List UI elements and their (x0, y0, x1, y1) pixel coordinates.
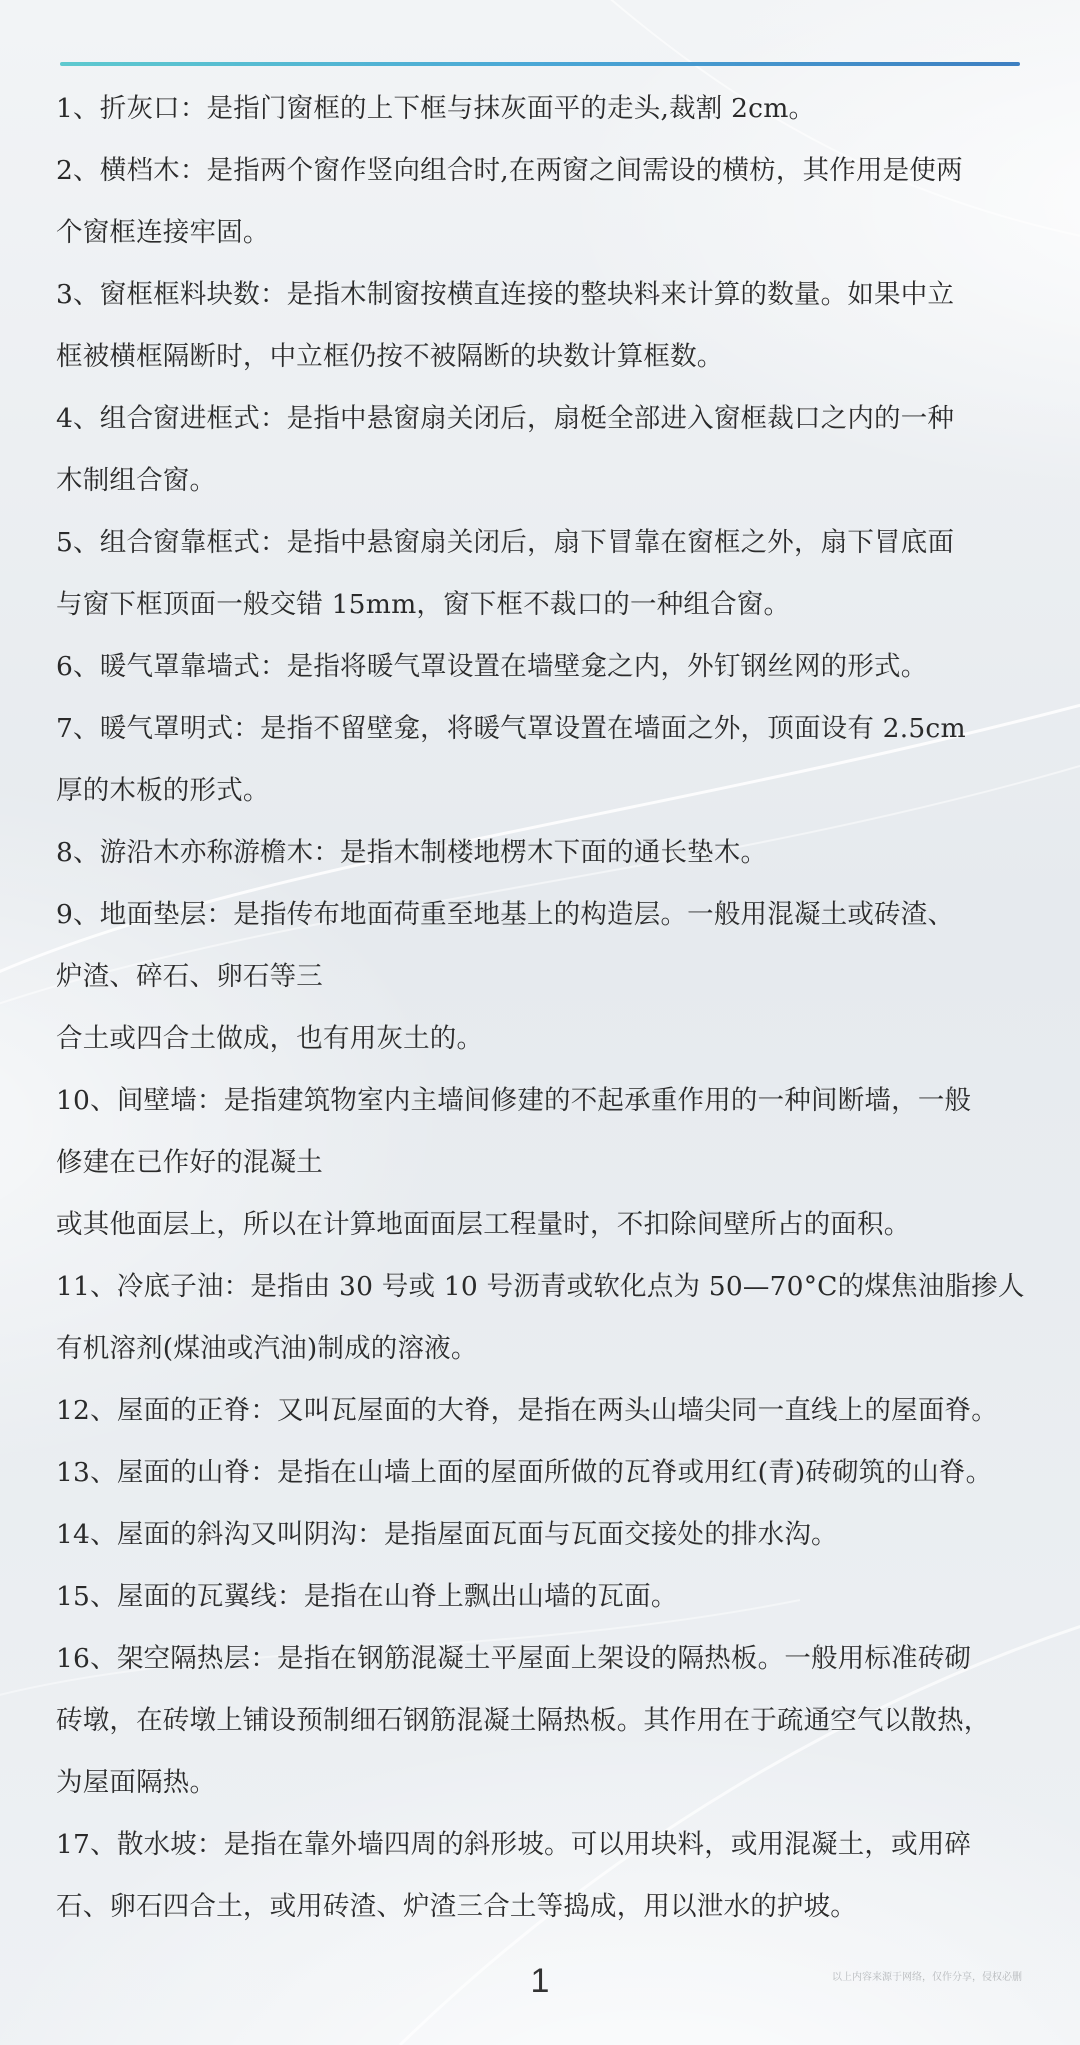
text-line: 10、间壁墙：是指建筑物室内主墙间修建的不起承重作用的一种间断墙，一般 (56, 1085, 972, 1116)
text-line: 1、折灰口：是指门窗框的上下框与抹灰面平的走头,裁割 2cm。 (56, 93, 816, 124)
text-line: 14、屋面的斜沟又叫阴沟：是指屋面瓦面与瓦面交接处的排水沟。 (56, 1519, 838, 1550)
text-line: 或其他面层上，所以在计算地面面层工程量时，不扣除间壁所占的面积。 (56, 1209, 911, 1240)
text-line: 6、暖气罩靠墙式：是指将暖气罩设置在墙壁龛之内，外钉钢丝网的形式。 (56, 651, 928, 682)
text-line: 为屋面隔热。 (56, 1767, 217, 1798)
text-line: 3、窗框框料块数：是指木制窗按横直连接的整块料来计算的数量。如果中立 (56, 279, 955, 310)
text-line: 合土或四合土做成，也有用灰土的。 (56, 1023, 484, 1054)
text-line: 9、地面垫层：是指传布地面荷重至地基上的构造层。一般用混凝土或砖渣、 (56, 899, 955, 930)
text-line: 个窗框连接牢固。 (56, 217, 270, 248)
copyright-disclaimer: 以上内容来源于网络，仅作分享，侵权必删 (832, 1972, 1022, 1983)
text-line: 有机溶剂(煤油或汽油)制成的溶液。 (56, 1333, 478, 1364)
text-line: 炉渣、碎石、卵石等三 (56, 961, 323, 992)
text-line: 石、卵石四合土，或用砖渣、炉渣三合土等捣成，用以泄水的护坡。 (56, 1891, 857, 1922)
text-line: 4、组合窗进框式：是指中悬窗扇关闭后，扇梃全部进入窗框裁口之内的一种 (56, 403, 955, 434)
text-line: 13、屋面的山脊：是指在山墙上面的屋面所做的瓦脊或用红(青)砖砌筑的山脊。 (56, 1457, 993, 1488)
page-number: 1 (530, 1962, 550, 2000)
text-line: 木制组合窗。 (56, 465, 217, 496)
text-line: 2、横档木：是指两个窗作竖向组合时,在两窗之间需设的横枋，其作用是使两 (56, 155, 963, 186)
header-divider (60, 62, 1020, 66)
text-line: 11、冷底子油：是指由 30 号或 10 号沥青或软化点为 50—70°C的煤焦油脂掺人 (56, 1271, 1025, 1302)
text-line: 与窗下框顶面一般交错 15mm，窗下框不裁口的一种组合窗。 (56, 589, 791, 620)
text-line: 7、暖气罩明式：是指不留壁龛，将暖气罩设置在墙面之外，顶面设有 2.5cm (56, 713, 966, 744)
text-line: 17、散水坡：是指在靠外墙四周的斜形坡。可以用块料，或用混凝土，或用碎 (56, 1829, 972, 1860)
text-line: 15、屋面的瓦翼线：是指在山脊上飘出山墙的瓦面。 (56, 1581, 678, 1612)
text-line: 8、游沿木亦称游檐木：是指木制楼地楞木下面的通长垫木。 (56, 837, 768, 868)
text-line: 砖墩，在砖墩上铺设预制细石钢筋混凝土隔热板。其作用在于疏通空气以散热， (56, 1705, 991, 1736)
text-line: 5、组合窗靠框式：是指中悬窗扇关闭后，扇下冒靠在窗框之外，扇下冒底面 (56, 527, 955, 558)
document-body (56, 78, 1026, 1938)
text-line: 修建在已作好的混凝土 (56, 1147, 323, 1178)
text-line: 框被横框隔断时，中立框仍按不被隔断的块数计算框数。 (56, 341, 724, 372)
text-line: 12、屋面的正脊：又叫瓦屋面的大脊，是指在两头山墙尖同一直线上的屋面脊。 (56, 1395, 998, 1426)
text-line: 厚的木板的形式。 (56, 775, 270, 806)
text-line: 16、架空隔热层：是指在钢筋混凝土平屋面上架设的隔热板。一般用标准砖砌 (56, 1643, 972, 1674)
